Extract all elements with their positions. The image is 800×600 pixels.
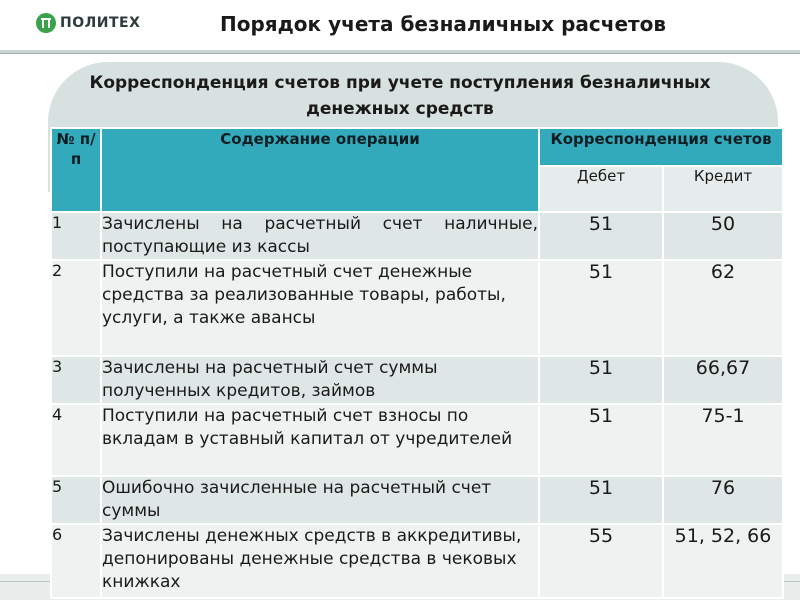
table-row	[51, 356, 783, 404]
brand-name: ПОЛИТЕХ	[60, 15, 141, 31]
page-title: Порядок учета безналичных расчетов	[220, 12, 667, 36]
row-debit: 51	[539, 476, 663, 524]
brand-logo	[36, 13, 140, 33]
section-title: Корреспонденция счетов при учете поступления безналичных денежных средств	[89, 73, 711, 119]
slide-header	[0, 0, 800, 50]
table-row	[51, 260, 783, 356]
row-number: 1	[51, 212, 101, 260]
row-operation: Зачислены денежных средств в аккредитивы, депонированы денежные средства в чековых книжках	[101, 524, 539, 598]
row-number: 4	[51, 404, 101, 476]
table-row	[51, 404, 783, 476]
correspondence-table	[50, 127, 784, 599]
header-divider-line	[0, 53, 800, 54]
row-credit: 76	[663, 476, 783, 524]
row-number: 6	[51, 524, 101, 598]
row-operation: Поступили на расчетный счет денежные средства за реализованные товары, работы, услуги, а также авансы	[101, 260, 539, 356]
row-debit: 51	[539, 356, 663, 404]
header-operation: Содержание операции	[101, 128, 539, 212]
row-operation: Зачислены на расчетный счет суммы полученных кредитов, займов	[101, 356, 539, 404]
row-credit: 51, 52, 66	[663, 524, 783, 598]
header-credit: Кредит	[663, 166, 783, 212]
header-number: № п/п	[51, 128, 101, 212]
row-debit: 51	[539, 404, 663, 476]
table-row	[51, 524, 783, 598]
row-number: 3	[51, 356, 101, 404]
row-credit: 75-1	[663, 404, 783, 476]
row-operation: Поступили на расчетный счет взносы по вкладам в уставный капитал от учредителей	[101, 404, 539, 476]
row-debit: 51	[539, 212, 663, 260]
row-operation: Ошибочно зачисленные на расчетный счет суммы	[101, 476, 539, 524]
row-credit: 66,67	[663, 356, 783, 404]
politech-logo-icon	[36, 13, 56, 33]
header-correspondence: Корреспонденция счетов	[539, 128, 783, 166]
row-debit: 51	[539, 260, 663, 356]
table-row	[51, 212, 783, 260]
row-number: 5	[51, 476, 101, 524]
table-row	[51, 476, 783, 524]
row-debit: 55	[539, 524, 663, 598]
row-number: 2	[51, 260, 101, 356]
row-credit: 62	[663, 260, 783, 356]
row-credit: 50	[663, 212, 783, 260]
row-operation: Зачислены на расчетный счет наличные, поступающие из кассы	[101, 212, 539, 260]
header-debit: Дебет	[539, 166, 663, 212]
